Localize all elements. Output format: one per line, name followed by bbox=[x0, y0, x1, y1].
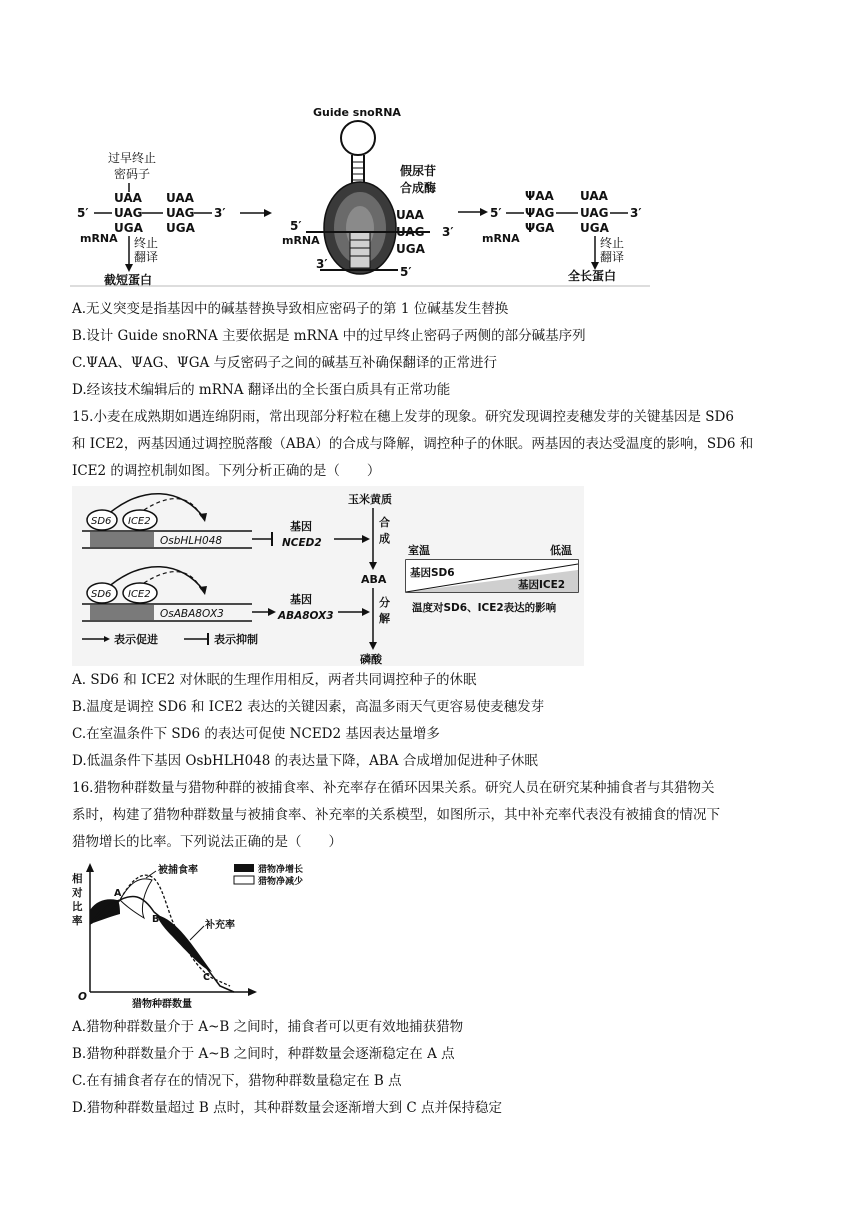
q15-stem-line1: 15.小麦在成熟期如遇连绵阴雨，常出现部分籽粒在穗上发芽的现象。研究发现调控麦穗发芽的关键基因是 SD6 bbox=[72, 409, 734, 425]
fig15-aba: ABA bbox=[361, 573, 387, 586]
fig14-5prime-right: 5′ bbox=[490, 206, 502, 220]
q16-option-a: A.猎物种群数量介于 A~B 之间时，捕食者可以更有效地捕获猎物 bbox=[72, 1019, 464, 1035]
fig14-3prime-center: 3′ bbox=[316, 257, 328, 271]
fig14-3prime-right: 3′ bbox=[630, 206, 642, 220]
fig14-mrna-center: mRNA bbox=[282, 234, 320, 247]
fig15-gene-sd6-label: 基因SD6 bbox=[410, 567, 455, 579]
q15-stem-line2: 和 ICE2，两基因通过调控脱落酸（ABA）的合成与降解，调控种子的休眠。两基因的表达受温度的影响，SD6 和 bbox=[72, 436, 754, 452]
fig15-sd6-bottom: SD6 bbox=[91, 589, 112, 600]
fig14-left-line2: 密码子 bbox=[114, 167, 151, 181]
fig15-ice2-bottom: ICE2 bbox=[128, 589, 151, 600]
fig14-stop-left2: 翻译 bbox=[134, 250, 159, 264]
q16-option-b: B.猎物种群数量介于 A~B 之间时，种群数量会逐渐稳定在 A 点 bbox=[72, 1046, 455, 1062]
fig14-mrna-right: mRNA bbox=[482, 232, 520, 245]
fig14-codon-mid-left2: UAG bbox=[166, 206, 195, 220]
fig14-stop-right2: 翻译 bbox=[600, 250, 625, 264]
legend-net-decrease: 猎物净减少 bbox=[258, 877, 304, 887]
ylabel-char-3: 比 bbox=[72, 901, 83, 913]
fig14-codon-bot-left2: UGA bbox=[166, 221, 195, 235]
q14-option-a: A.无义突变是指基因中的碱基替换导致相应密码子的第 1 位碱基发生替换 bbox=[72, 301, 509, 317]
fig14-mrna-left: mRNA bbox=[80, 232, 118, 245]
legend-net-increase: 猎物净增长 bbox=[258, 865, 304, 875]
fig14-5prime-left: 5′ bbox=[77, 206, 89, 220]
fig14-codon-mid-right: UAG bbox=[580, 206, 609, 220]
ylabel-char-4: 率 bbox=[72, 915, 83, 927]
fig15-gene-label1: 基因 bbox=[290, 520, 312, 533]
fig15-nced2: NCED2 bbox=[282, 537, 322, 549]
fig14-full-protein: 全长蛋白 bbox=[568, 269, 617, 283]
figure-sd6-ice2-regulation bbox=[72, 486, 584, 666]
q14-option-b: B.设计 Guide snoRNA 主要依据是 mRNA 中的过早终止密码子两侧的部分碱基序列 bbox=[72, 328, 586, 344]
fig15-zeaxanthin: 玉米黄质 bbox=[348, 493, 392, 506]
net-increase-region-1 bbox=[90, 899, 120, 924]
fig15-decomp-2: 解 bbox=[379, 612, 390, 625]
fig14-psi-bot: ΨGA bbox=[525, 221, 555, 235]
fig14-codon-bot-right: UGA bbox=[580, 221, 609, 235]
ylabel-char-2: 对 bbox=[72, 887, 83, 899]
fig14-left-line1: 过早终止 bbox=[108, 151, 157, 165]
fig15-low-temp: 低温 bbox=[550, 544, 572, 557]
fig15-legend-promote: 表示促进 bbox=[114, 633, 158, 646]
predation-rate-chart bbox=[72, 860, 342, 1010]
x-axis-label: 猎物种群数量 bbox=[132, 999, 192, 1010]
fig14-psi-mid: ΨAG bbox=[525, 206, 555, 220]
fig14-codon-top-center: UAA bbox=[396, 208, 424, 222]
figure-pseudouridine-editing bbox=[70, 100, 660, 290]
q15-option-b: B.温度是调控 SD6 和 ICE2 表达的关键因素，高温多雨天气更容易使麦穗发芽 bbox=[72, 699, 545, 715]
q14-option-c: C.ΨAA、ΨAG、ΨGA 与反密码子之间的碱基互补确保翻译的正常进行 bbox=[72, 355, 498, 371]
q14-option-d: D.经该技术编辑后的 mRNA 翻译出的全长蛋白质具有正常功能 bbox=[72, 382, 451, 398]
ylabel-char-1: 相 bbox=[72, 873, 83, 885]
fig14-short-protein: 截短蛋白 bbox=[104, 273, 153, 287]
point-c-label: C bbox=[203, 972, 210, 983]
fig15-room-temp: 室温 bbox=[408, 544, 430, 557]
origin-label: O bbox=[78, 991, 87, 1003]
point-a-label: A bbox=[114, 888, 122, 899]
fig15-synth-2: 成 bbox=[379, 532, 390, 545]
q15-option-a: A. SD6 和 ICE2 对休眠的生理作用相反，两者共同调控种子的休眠 bbox=[72, 672, 477, 688]
legend-swatch-increase bbox=[234, 864, 254, 872]
legend-swatch-decrease bbox=[234, 876, 254, 884]
q16-stem-line3: 猎物增长的比率。下列说法正确的是（ ） bbox=[72, 834, 342, 850]
q16-stem-line1: 16.猎物种群数量与猎物种群的被捕食率、补充率存在循环因果关系。研究人员在研究某种捕食者与其猎物关 bbox=[72, 780, 715, 796]
fig15-gene-osaba8ox3: OsABA8OX3 bbox=[160, 608, 224, 620]
fig14-codon-bot-center: UGA bbox=[396, 242, 425, 256]
fig15-gene-label2: 基因 bbox=[290, 593, 312, 606]
fig14-codon-mid-center: UAG bbox=[396, 225, 425, 239]
fig14-enzyme-1: 假尿苷 bbox=[400, 164, 437, 178]
fig15-temp-caption: 温度对SD6、ICE2表达的影响 bbox=[412, 602, 557, 614]
fig15-synth-1: 合 bbox=[379, 516, 390, 529]
fig14-5prime-center: 5′ bbox=[290, 219, 302, 233]
fig14-codon-bot-left: UGA bbox=[114, 221, 143, 235]
fig14-3prime-left: 3′ bbox=[214, 206, 226, 220]
point-b-label: B bbox=[152, 914, 160, 925]
fig14-codon-top-left: UAA bbox=[114, 191, 142, 205]
fig15-decomp-1: 分 bbox=[379, 596, 390, 609]
fig14-psi-top: ΨAA bbox=[525, 189, 554, 203]
fig15-phaseic-acid: 磷酸 bbox=[360, 653, 382, 666]
label-predation-rate: 被捕食率 bbox=[158, 865, 198, 876]
fig14-codon-mid-left: UAG bbox=[114, 206, 143, 220]
fig15-gene-ice2-label: 基因ICE2 bbox=[518, 579, 566, 591]
fig15-sd6-top: SD6 bbox=[91, 516, 112, 527]
q16-option-d: D.猎物种群数量超过 B 点时，其种群数量会逐渐增大到 C 点并保持稳定 bbox=[72, 1100, 503, 1116]
fig15-legend-inhibit: 表示抑制 bbox=[214, 633, 258, 646]
fig14-enzyme-2: 合成酶 bbox=[400, 181, 437, 195]
fig15-aba8ox3: ABA8OX3 bbox=[278, 610, 334, 622]
q16-stem-line2: 系时，构建了猎物种群数量与被捕食率、补充率的关系模型，如图所示，其中补充率代表没有被捕食的情况下 bbox=[72, 807, 720, 823]
fig14-stop-left1: 终止 bbox=[134, 236, 159, 250]
label-replenishment-rate: 补充率 bbox=[205, 920, 235, 931]
q15-option-d: D.低温条件下基因 OsbHLH048 的表达量下降，ABA 合成增加促进种子休眠 bbox=[72, 753, 538, 769]
q16-option-c: C.在有捕食者存在的情况下，猎物种群数量稳定在 B 点 bbox=[72, 1073, 402, 1089]
fig15-gene-osbhlh048: OsbHLH048 bbox=[160, 535, 223, 547]
fig14-guide-snorna: Guide snoRNA bbox=[313, 106, 401, 119]
q15-option-c: C.在室温条件下 SD6 的表达可促使 NCED2 基因表达量增多 bbox=[72, 726, 440, 742]
q15-stem-line3: ICE2 的调控机制如图。下列分析正确的是（ ） bbox=[72, 463, 381, 479]
fig14-stop-right1: 终止 bbox=[600, 236, 625, 250]
fig14-codon-top-left2: UAA bbox=[166, 191, 194, 205]
fig14-5prime-center2: 5′ bbox=[400, 265, 412, 279]
fig14-codon-top-right: UAA bbox=[580, 189, 608, 203]
fig14-3prime-center2: 3′ bbox=[442, 225, 454, 239]
fig15-ice2-top: ICE2 bbox=[128, 516, 151, 527]
